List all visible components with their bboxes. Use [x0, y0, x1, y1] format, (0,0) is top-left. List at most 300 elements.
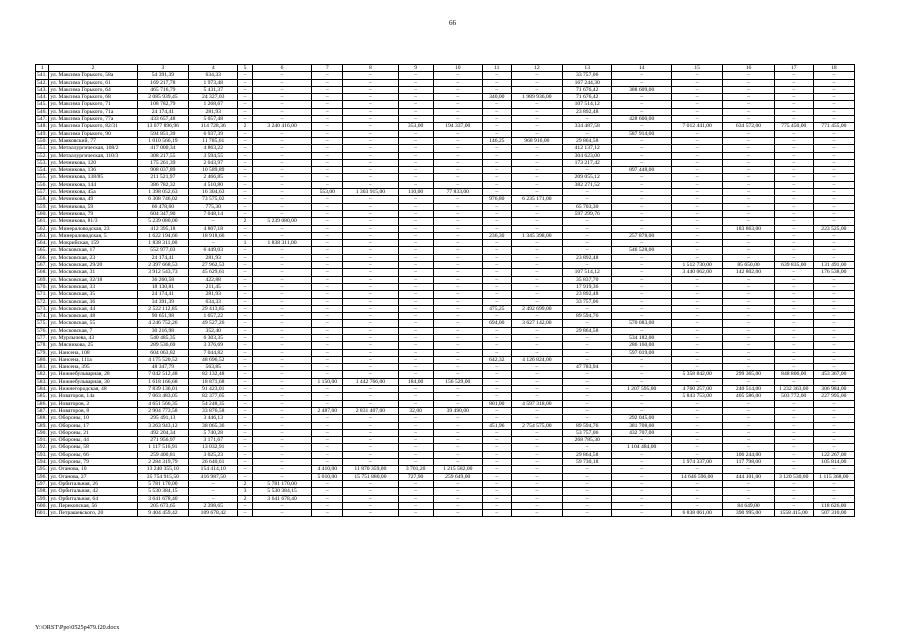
value-cell: – — [343, 145, 398, 152]
value-cell: – — [252, 451, 312, 458]
value-cell: – — [312, 444, 343, 451]
value-cell: 304 623,00 — [563, 152, 612, 159]
value-cell: – — [312, 130, 343, 137]
row-number-cell: 556. — [36, 181, 49, 188]
value-cell: – — [398, 72, 433, 79]
value-cell: 2 — [238, 480, 252, 487]
value-cell: 7 063 483,05 — [137, 393, 188, 400]
value-cell: – — [774, 130, 813, 137]
table-row — [36, 232, 855, 239]
value-cell: – — [563, 444, 612, 451]
value-cell: – — [671, 305, 722, 312]
value-cell: – — [723, 364, 774, 371]
value-cell: 1 — [238, 240, 252, 247]
value-cell: – — [482, 298, 511, 305]
value-cell: – — [238, 378, 252, 385]
value-cell: – — [398, 320, 433, 327]
value-cell: – — [482, 429, 511, 436]
value-cell: – — [482, 393, 511, 400]
value-cell: – — [252, 254, 312, 261]
value-cell: – — [612, 137, 672, 144]
value-cell: – — [511, 451, 562, 458]
value-cell: – — [433, 356, 482, 363]
value-cell: – — [433, 371, 482, 378]
value-cell: – — [398, 334, 433, 341]
value-cell: – — [238, 349, 252, 356]
value-cell: 412 395,18 — [137, 225, 188, 232]
value-cell: – — [511, 313, 562, 320]
value-cell: – — [433, 254, 482, 261]
value-cell: 642,32 — [482, 356, 511, 363]
value-cell: – — [723, 313, 774, 320]
value-cell: 3 912 543,73 — [137, 269, 188, 276]
address-cell: ул. Максима Горького, 71 — [49, 101, 137, 108]
value-cell: 4 863,22 — [189, 145, 238, 152]
value-cell: – — [813, 137, 854, 144]
row-number-cell: 579. — [36, 349, 49, 356]
row-number-cell: 554. — [36, 167, 49, 174]
value-cell: – — [312, 480, 343, 487]
value-cell: – — [343, 305, 398, 312]
value-cell: – — [511, 437, 562, 444]
value-cell: 240 514,00 — [723, 386, 774, 393]
value-cell: – — [343, 174, 398, 181]
value-cell: – — [482, 276, 511, 283]
value-cell: – — [398, 276, 433, 283]
value-cell: 968 916,00 — [511, 137, 562, 144]
value-cell: – — [312, 364, 343, 371]
value-cell: – — [774, 137, 813, 144]
value-cell: 24 327,03 — [189, 94, 238, 101]
row-number-cell: 566. — [36, 254, 49, 261]
value-cell: – — [482, 313, 511, 320]
value-cell: – — [343, 510, 398, 517]
table-row — [36, 444, 855, 451]
value-cell: – — [671, 502, 722, 509]
table-row — [36, 218, 855, 225]
value-cell: – — [482, 210, 511, 217]
row-number-cell: 568. — [36, 269, 49, 276]
value-cell: – — [343, 488, 398, 495]
value-cell: – — [252, 400, 312, 407]
value-cell: – — [723, 276, 774, 283]
value-cell: – — [511, 393, 562, 400]
value-cell: – — [774, 407, 813, 414]
value-cell: – — [398, 79, 433, 86]
value-cell: – — [511, 480, 562, 487]
row-number-cell: 551. — [36, 145, 49, 152]
value-cell: – — [671, 488, 722, 495]
value-cell: – — [511, 72, 562, 79]
address-cell: ул. Московская, 44 — [49, 305, 137, 312]
value-cell: – — [774, 327, 813, 334]
value-cell: – — [723, 283, 774, 290]
value-cell: – — [238, 225, 252, 232]
value-cell: 1 973,48 — [189, 79, 238, 86]
value-cell: – — [433, 480, 482, 487]
value-cell: 6 303,35 — [189, 334, 238, 341]
value-cell: 352,40 — [189, 327, 238, 334]
value-cell: – — [813, 196, 854, 203]
value-cell: 1 974 337,00 — [671, 459, 722, 466]
value-cell: 453 367,00 — [813, 371, 854, 378]
value-cell: – — [433, 291, 482, 298]
value-cell: – — [723, 130, 774, 137]
row-number-cell: 559. — [36, 203, 49, 210]
value-cell: – — [612, 283, 672, 290]
row-number-cell: 586. — [36, 400, 49, 407]
value-cell: – — [511, 510, 562, 517]
value-cell: 432 707,00 — [612, 429, 672, 436]
value-cell: – — [723, 495, 774, 502]
value-cell: – — [813, 342, 854, 349]
table-row — [36, 269, 855, 276]
value-cell: 3 263 943,12 — [137, 422, 188, 429]
row-number-cell: 593. — [36, 451, 49, 458]
value-cell: – — [563, 189, 612, 196]
address-cell: ул. Мокрийская, 159 — [49, 240, 137, 247]
value-cell: – — [671, 422, 722, 429]
value-cell: 295 491,13 — [137, 415, 188, 422]
value-cell: 89 594,76 — [563, 313, 612, 320]
row-number-cell: 557. — [36, 189, 49, 196]
value-cell: 553,00 — [312, 189, 343, 196]
value-cell: – — [723, 437, 774, 444]
value-cell: – — [813, 276, 854, 283]
value-cell: – — [774, 429, 813, 436]
value-cell: – — [813, 356, 854, 363]
value-cell: – — [398, 305, 433, 312]
row-number-cell: 588. — [36, 415, 49, 422]
value-cell: – — [343, 334, 398, 341]
address-cell: ул. Орбитальная, 26 — [49, 480, 137, 487]
value-cell: – — [612, 174, 672, 181]
table-header-row — [36, 65, 855, 72]
value-cell: – — [482, 203, 511, 210]
value-cell: 211 521,97 — [137, 174, 188, 181]
table-row — [36, 145, 855, 152]
value-cell: – — [433, 262, 482, 269]
value-cell: – — [398, 480, 433, 487]
table-row — [36, 480, 855, 487]
value-cell: – — [343, 152, 398, 159]
value-cell: – — [774, 444, 813, 451]
value-cell: – — [723, 152, 774, 159]
value-cell: – — [312, 240, 343, 247]
table-row — [36, 225, 855, 232]
value-cell: – — [511, 262, 562, 269]
value-cell: – — [482, 334, 511, 341]
value-cell: 5 010,00 — [312, 473, 343, 480]
value-cell: – — [189, 240, 238, 247]
value-cell: – — [723, 378, 774, 385]
value-cell: – — [813, 437, 854, 444]
value-cell: 4 651 566,35 — [137, 400, 188, 407]
value-cell: – — [511, 429, 562, 436]
value-cell: – — [723, 327, 774, 334]
value-cell: – — [511, 167, 562, 174]
value-cell: – — [563, 262, 612, 269]
value-cell: – — [482, 240, 511, 247]
value-cell: – — [612, 495, 672, 502]
value-cell: – — [511, 218, 562, 225]
value-cell: – — [563, 305, 612, 312]
table-row — [36, 72, 855, 79]
value-cell: – — [433, 451, 482, 458]
value-cell: 507 310,00 — [813, 510, 854, 517]
column-header: 7 — [312, 65, 343, 72]
row-number-cell: 585. — [36, 393, 49, 400]
value-cell: – — [511, 79, 562, 86]
value-cell: 27 962,53 — [189, 262, 238, 269]
value-cell: – — [813, 240, 854, 247]
row-number-cell: 592. — [36, 444, 49, 451]
value-cell: – — [774, 291, 813, 298]
value-cell: – — [612, 473, 672, 480]
value-cell: – — [563, 232, 612, 239]
value-cell: 475,25 — [482, 305, 511, 312]
table-row — [36, 283, 855, 290]
value-cell: – — [774, 167, 813, 174]
value-cell: 30 216,98 — [137, 327, 188, 334]
value-cell: – — [813, 232, 854, 239]
value-cell: – — [671, 137, 722, 144]
value-cell: – — [433, 181, 482, 188]
value-cell: – — [252, 364, 312, 371]
value-cell: – — [511, 364, 562, 371]
value-cell: – — [312, 334, 343, 341]
value-cell: 169 217,78 — [137, 79, 188, 86]
table-row — [36, 305, 855, 312]
value-cell: – — [252, 444, 312, 451]
value-cell: 259 400,81 — [137, 451, 188, 458]
row-number-cell: 547. — [36, 116, 49, 123]
value-cell: – — [433, 400, 482, 407]
value-cell: – — [312, 393, 343, 400]
column-header: 18 — [813, 65, 854, 72]
value-cell: 4 510,80 — [189, 181, 238, 188]
value-cell: – — [398, 232, 433, 239]
value-cell: 2 284 319,79 — [137, 459, 188, 466]
value-cell: – — [723, 305, 774, 312]
row-number-cell: 595. — [36, 466, 49, 473]
value-cell: – — [723, 488, 774, 495]
value-cell: 353,00 — [398, 123, 433, 130]
value-cell: 105 814,00 — [813, 459, 854, 466]
value-cell: – — [813, 210, 854, 217]
value-cell: – — [774, 349, 813, 356]
value-cell: – — [343, 218, 398, 225]
address-cell: ул. Московская, 36 — [49, 298, 137, 305]
value-cell: – — [511, 247, 562, 254]
address-cell: ул. Орбитальная, 42 — [49, 488, 137, 495]
address-cell: ул. Мечникова, 59 — [49, 203, 137, 210]
value-cell: – — [343, 269, 398, 276]
address-cell: ул. Маяковский, 77 — [49, 137, 137, 144]
value-cell: – — [723, 480, 774, 487]
value-cell: – — [813, 466, 854, 473]
value-cell: – — [774, 305, 813, 312]
value-cell: – — [671, 320, 722, 327]
value-cell: – — [252, 203, 312, 210]
value-cell: – — [312, 86, 343, 93]
value-cell: – — [671, 196, 722, 203]
value-cell: – — [238, 174, 252, 181]
value-cell: – — [312, 196, 343, 203]
value-cell: 5 431,37 — [189, 86, 238, 93]
table-row — [36, 203, 855, 210]
value-cell: 131 491,00 — [813, 262, 854, 269]
value-cell: 1 442 766,00 — [343, 378, 398, 385]
value-cell: – — [343, 459, 398, 466]
value-cell: 156 529,00 — [433, 378, 482, 385]
address-cell: ул. Нансена, 111а — [49, 356, 137, 363]
value-cell: 29 413,85 — [189, 305, 238, 312]
value-cell: 2 904 773,58 — [137, 407, 188, 414]
value-cell: – — [343, 94, 398, 101]
value-cell: 6 937,39 — [189, 130, 238, 137]
value-cell: 154 414,10 — [189, 466, 238, 473]
row-number-cell: 574. — [36, 313, 49, 320]
data-table — [35, 64, 855, 517]
value-cell: 85 650,00 — [723, 262, 774, 269]
address-cell: ул. Максима Горького, 58а — [49, 72, 137, 79]
value-cell: – — [511, 86, 562, 93]
row-number-cell: 555. — [36, 174, 49, 181]
table-row — [36, 349, 855, 356]
address-cell: ул. Обороны, 44 — [49, 437, 137, 444]
address-cell: ул. Максима Горького, 90 — [49, 130, 137, 137]
value-cell: – — [398, 240, 433, 247]
value-cell: – — [671, 378, 722, 385]
value-cell: – — [343, 356, 398, 363]
value-cell: – — [813, 283, 854, 290]
value-cell: – — [343, 415, 398, 422]
value-cell: 428 600,00 — [612, 116, 672, 123]
value-cell: 122 267,00 — [813, 451, 854, 458]
value-cell: – — [563, 488, 612, 495]
address-cell: ул. Нижнебульварная, 30 — [49, 378, 137, 385]
value-cell: 236,30 — [482, 232, 511, 239]
value-cell: – — [238, 101, 252, 108]
table-row — [36, 174, 855, 181]
value-cell: 381 708,00 — [612, 422, 672, 429]
value-cell: – — [312, 298, 343, 305]
value-cell: – — [433, 116, 482, 123]
value-cell: – — [238, 459, 252, 466]
value-cell: – — [433, 137, 482, 144]
value-cell: – — [238, 94, 252, 101]
value-cell: – — [774, 159, 813, 166]
value-cell: – — [671, 79, 722, 86]
value-cell: – — [238, 407, 252, 414]
value-cell: 29 864,58 — [563, 327, 612, 334]
table-row — [36, 210, 855, 217]
value-cell: – — [343, 320, 398, 327]
value-cell: – — [238, 130, 252, 137]
value-cell: 227 995,00 — [813, 393, 854, 400]
value-cell: – — [312, 108, 343, 115]
value-cell: – — [612, 407, 672, 414]
value-cell: 334 487,58 — [563, 123, 612, 130]
value-cell: – — [398, 371, 433, 378]
value-cell: 1 104 484,00 — [612, 444, 672, 451]
value-cell: – — [398, 94, 433, 101]
value-cell: – — [511, 225, 562, 232]
value-cell: – — [612, 313, 672, 320]
value-cell: – — [343, 181, 398, 188]
value-cell: – — [723, 203, 774, 210]
value-cell: – — [813, 327, 854, 334]
table-row — [36, 386, 855, 393]
value-cell: 634 572,00 — [723, 123, 774, 130]
address-cell: ул. Орбитальная, 64 — [49, 495, 137, 502]
value-cell: – — [252, 79, 312, 86]
value-cell: 5 530 384,15 — [137, 488, 188, 495]
value-cell: – — [774, 72, 813, 79]
value-cell: – — [813, 313, 854, 320]
value-cell: 54 248,35 — [189, 400, 238, 407]
address-cell: ул. Оганова, 10 — [49, 466, 137, 473]
value-cell: – — [563, 400, 612, 407]
value-cell: – — [398, 393, 433, 400]
value-cell: 53 757,06 — [563, 429, 612, 436]
value-cell: 65 703,30 — [563, 203, 612, 210]
value-cell: – — [813, 364, 854, 371]
row-number-cell: 575. — [36, 320, 49, 327]
value-cell: – — [398, 101, 433, 108]
value-cell: 89 594,76 — [563, 422, 612, 429]
value-cell: – — [312, 116, 343, 123]
value-cell: – — [671, 451, 722, 458]
value-cell: – — [723, 181, 774, 188]
value-cell: 77 833,00 — [433, 189, 482, 196]
value-cell: – — [612, 196, 672, 203]
row-number-cell: 544. — [36, 94, 49, 101]
value-cell: 1 115 368,00 — [813, 473, 854, 480]
value-cell: – — [671, 480, 722, 487]
value-cell: – — [511, 334, 562, 341]
value-cell: – — [343, 167, 398, 174]
value-cell: 49 527,26 — [189, 320, 238, 327]
table-row — [36, 254, 855, 261]
value-cell: – — [813, 480, 854, 487]
value-cell: – — [343, 254, 398, 261]
address-cell: ул. Мечникова, 49 — [49, 196, 137, 203]
value-cell: – — [398, 86, 433, 93]
value-cell: 4 597 318,00 — [511, 400, 562, 407]
row-number-cell: 561. — [36, 218, 49, 225]
address-cell: ул. Мечникова, 81/3 — [49, 218, 137, 225]
value-cell: – — [813, 86, 854, 93]
value-cell: – — [511, 415, 562, 422]
value-cell: 3 440 062,00 — [671, 269, 722, 276]
value-cell: 4 410,00 — [312, 466, 343, 473]
value-cell: – — [774, 247, 813, 254]
table-row — [36, 167, 855, 174]
value-cell: – — [238, 189, 252, 196]
row-number-cell: 590. — [36, 429, 49, 436]
value-cell: 35 837,70 — [563, 276, 612, 283]
value-cell: – — [312, 218, 343, 225]
table-row — [36, 196, 855, 203]
value-cell: – — [312, 210, 343, 217]
value-cell: – — [813, 167, 854, 174]
value-cell: – — [774, 276, 813, 283]
value-cell: – — [612, 240, 672, 247]
address-cell: ул. Московская, 31 — [49, 269, 137, 276]
value-cell: – — [511, 349, 562, 356]
